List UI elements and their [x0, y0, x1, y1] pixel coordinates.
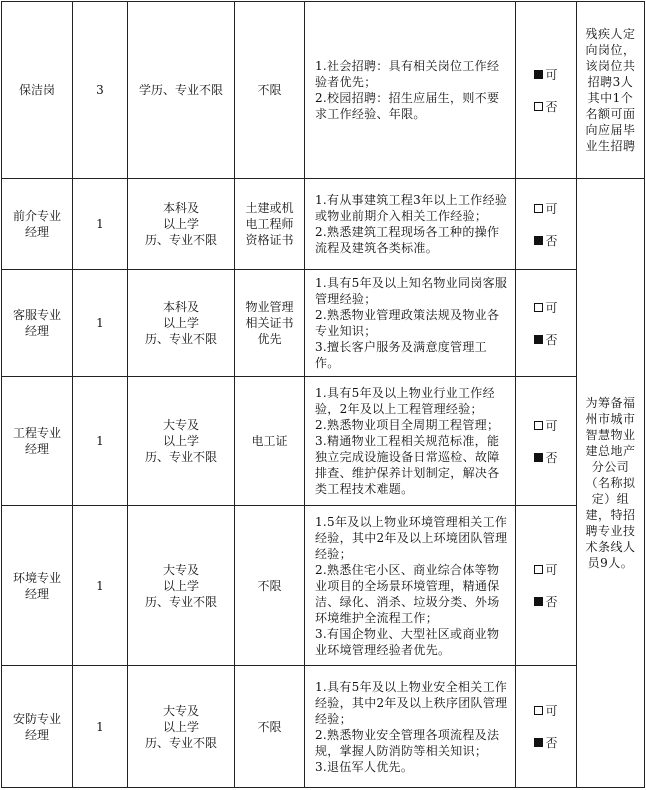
- option-no[interactable]: [516, 331, 576, 347]
- position-name: [2, 377, 73, 506]
- requirement-item: 1.具有5年及以上物业安全相关工作经验，其中2年及以上秩序团队管理经验；: [315, 679, 508, 726]
- checkbox-yes[interactable]: [534, 565, 543, 574]
- option-yes-label: 可: [545, 201, 558, 216]
- adjustable-options: [516, 377, 577, 506]
- certificate-requirement-line: 电工证: [251, 434, 288, 448]
- job-requirements: [305, 506, 516, 666]
- education-requirement-line: 以上学: [162, 217, 199, 231]
- table-body: [2, 2, 645, 788]
- option-no[interactable]: [516, 98, 576, 114]
- certificate-requirement: [235, 506, 305, 666]
- option-no-label: 否: [545, 450, 558, 465]
- education-requirement-line: 历、专业不限: [144, 233, 217, 247]
- headcount: 3: [73, 2, 128, 179]
- option-yes-label: 可: [545, 418, 558, 433]
- checkbox-no[interactable]: [534, 236, 543, 245]
- requirement-item: 2.校园招聘：招生应届生，则不要求工作经验、年限。: [315, 91, 500, 121]
- headcount: 1: [73, 270, 128, 377]
- headcount: 1: [73, 179, 128, 270]
- option-no[interactable]: [516, 232, 576, 248]
- education-requirement-line: 以上学: [162, 434, 199, 448]
- education-requirement-line: 历、专业不限: [144, 594, 217, 609]
- adjustable-options: [516, 179, 577, 270]
- option-no-label: 否: [545, 233, 558, 248]
- remark-other-positions: 为筹备福州市城市智慧物业建总地产分公司（名称拟定）组建，特招聘专业技术条线人员9人。: [577, 179, 645, 788]
- education-requirement-line: 以上学: [162, 316, 199, 330]
- education-requirement-line: 大专及: [162, 562, 199, 577]
- requirement-item: 1.具有5年及以上物业行业工作经验，2年及以上工程管理经验；: [315, 386, 495, 416]
- adjustable-options: [516, 666, 577, 788]
- position-label: 安防专业经理: [12, 711, 61, 742]
- option-no-label: 否: [545, 332, 558, 347]
- education-requirement-line: 以上学: [162, 578, 199, 593]
- requirement-item: 2.熟悉物业安全管理各项流程及法规，掌握人防消防等相关知识；: [315, 727, 500, 758]
- remark-cleaner: 残疾人定向岗位，该岗位共招聘3人其中1个名额可面向应届毕业生招聘: [577, 2, 645, 179]
- checkbox-no[interactable]: [534, 102, 543, 111]
- headcount: 1: [73, 666, 128, 788]
- certificate-requirement: [235, 179, 305, 270]
- position-label: 保洁岗: [18, 83, 55, 97]
- education-requirement-line: 本科及: [162, 201, 199, 215]
- option-yes[interactable]: [516, 66, 576, 82]
- education-requirement-line: 历、专业不限: [144, 332, 217, 346]
- checkbox-yes[interactable]: [534, 70, 543, 79]
- option-yes[interactable]: [516, 703, 576, 719]
- table-row: [2, 506, 645, 666]
- checkbox-no[interactable]: [534, 453, 543, 462]
- position-name: [2, 666, 73, 788]
- checkbox-yes[interactable]: [534, 706, 543, 715]
- education-requirement-line: 大专及: [162, 418, 199, 432]
- option-yes[interactable]: [516, 562, 576, 578]
- education-requirement: [128, 270, 235, 377]
- recruitment-table: [1, 1, 645, 788]
- certificate-requirement-line: 资格证书: [245, 233, 294, 247]
- certificate-requirement-line: 不限: [257, 83, 282, 97]
- education-requirement: [128, 2, 235, 179]
- requirement-item: 2.熟悉物业项目全周期工程管理；: [315, 418, 500, 432]
- table-row: [2, 666, 645, 788]
- option-yes[interactable]: [516, 200, 576, 216]
- certificate-requirement: [235, 270, 305, 377]
- adjustable-options: [516, 2, 577, 179]
- position-name: [2, 506, 73, 666]
- adjustable-options: [516, 270, 577, 377]
- certificate-requirement-line: 相关证书: [245, 316, 294, 330]
- position-name: [2, 270, 73, 377]
- certificate-requirement-line: 不限: [257, 719, 282, 734]
- option-yes-label: 可: [545, 67, 558, 82]
- position-label: 环境专业经理: [12, 570, 61, 601]
- option-no-label: 否: [545, 99, 558, 114]
- table-row: [2, 2, 645, 179]
- requirement-item: 1.具有5年及以上知名物业同岗客服管理经验；: [315, 276, 508, 306]
- education-requirement: [128, 666, 235, 788]
- checkbox-no[interactable]: [534, 738, 543, 747]
- option-no[interactable]: [516, 594, 576, 610]
- adjustable-options: [516, 506, 577, 666]
- job-requirements: [305, 179, 516, 270]
- certificate-requirement-line: 土建或机: [245, 201, 294, 215]
- option-no[interactable]: [516, 449, 576, 465]
- checkbox-yes[interactable]: [534, 421, 543, 430]
- job-requirements: [305, 377, 516, 506]
- headcount: 1: [73, 506, 128, 666]
- requirement-item: 2.熟悉住宅小区、商业综合体等物业项目的全场景环境管理，精通保洁、绿化、消杀、垃圾分类、外场环境维护全流程工作；: [315, 562, 500, 625]
- education-requirement-line: 大专及: [162, 703, 199, 718]
- education-requirement-line: 历、专业不限: [144, 735, 217, 750]
- position-name: [2, 2, 73, 179]
- table-row: [2, 377, 645, 506]
- checkbox-no[interactable]: [534, 597, 543, 606]
- education-requirement: [128, 179, 235, 270]
- certificate-requirement-line: 电工程师: [245, 217, 294, 231]
- checkbox-yes[interactable]: [534, 204, 543, 213]
- position-label: 客服专业经理: [12, 308, 61, 338]
- option-yes[interactable]: [516, 299, 576, 315]
- option-no-label: 否: [545, 595, 558, 609]
- job-requirements: [305, 2, 516, 179]
- education-requirement: [128, 377, 235, 506]
- certificate-requirement-line: 优先: [257, 332, 282, 346]
- education-requirement-line: 历、专业不限: [144, 450, 217, 464]
- certificate-requirement: [235, 666, 305, 788]
- requirement-item: 1.5年及以上物业环境管理相关工作经验，其中2年及以上环境团队管理经验；: [315, 514, 508, 561]
- education-requirement: [128, 506, 235, 666]
- education-requirement-line: 本科及: [162, 300, 199, 314]
- requirement-item: 3.有国企物业、大型社区或商业物业环境管理经验者优先。: [315, 626, 500, 657]
- option-yes[interactable]: [516, 417, 576, 433]
- certificate-requirement-line: 不限: [257, 578, 282, 593]
- requirement-item: 3.精通物业工程相关规范标准，能独立完成设施设备日常巡检、故障排查、维护保养计划制定，解决各类工程技术难题。: [315, 434, 500, 496]
- requirement-item: 1.社会招聘：具有相关岗位工作经验者优先；: [315, 59, 500, 89]
- table-row: [2, 179, 645, 270]
- option-no[interactable]: [516, 735, 576, 751]
- requirement-item: 3.擅长客户服务及满意度管理工作。: [315, 340, 487, 370]
- education-requirement-line: 以上学: [162, 719, 199, 734]
- job-requirements: [305, 666, 516, 788]
- option-yes-label: 可: [545, 563, 558, 577]
- position-label: 前介专业经理: [12, 209, 61, 239]
- requirement-item: 1.有从事建筑工程3年以上工作经验或物业前期介入相关工作经验；: [315, 193, 508, 223]
- education-requirement-line: 学历、专业不限: [138, 83, 223, 97]
- option-no-label: 否: [545, 736, 558, 750]
- certificate-requirement: [235, 377, 305, 506]
- certificate-requirement-line: 物业管理: [245, 300, 294, 314]
- checkbox-no[interactable]: [534, 335, 543, 344]
- job-requirements: [305, 270, 516, 377]
- checkbox-yes[interactable]: [534, 303, 543, 312]
- requirement-item: 3.退伍军人优先。: [315, 759, 414, 774]
- position-name: [2, 179, 73, 270]
- headcount: 1: [73, 377, 128, 506]
- table-row: [2, 270, 645, 377]
- certificate-requirement: [235, 2, 305, 179]
- option-yes-label: 可: [545, 704, 558, 718]
- requirement-item: 2.熟悉建筑工程现场各工种的操作流程及建筑各类标准。: [315, 225, 500, 255]
- position-label: 工程专业经理: [12, 426, 61, 456]
- requirement-item: 2.熟悉物业管理政策法规及物业各专业知识；: [315, 308, 500, 338]
- option-yes-label: 可: [545, 300, 558, 315]
